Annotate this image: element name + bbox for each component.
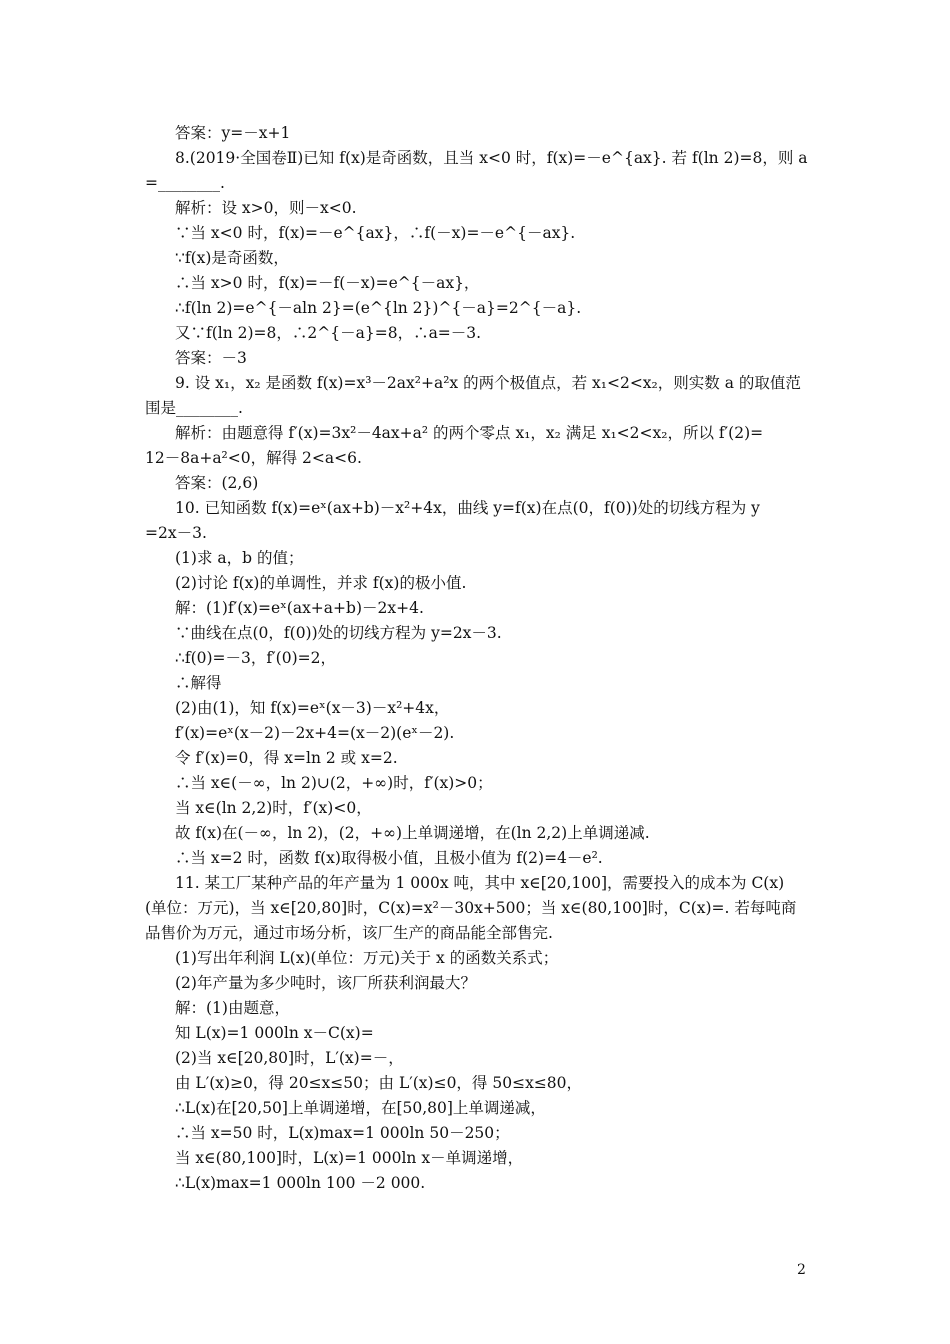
text-line: (2)由(1)，知 f(x)=eˣ(x－3)－x²+4x， [175, 699, 450, 717]
text-line: 由 L′(x)≥0，得 20≤x≤50；由 L′(x)≤0，得 50≤x≤80， [175, 1074, 583, 1092]
text-line: ∵曲线在点(0，f(0))处的切线方程为 y=2x－3. [175, 624, 502, 642]
text-line: 答案：y=－x+1 [175, 124, 291, 142]
text-line: 当 x∈(80,100]时，L(x)=1 000ln x－单调递增， [175, 1149, 524, 1167]
text-line: (2)年产量为多少吨时，该厂所获利润最大？ [175, 974, 476, 992]
text-line: 解：(1)f′(x)=eˣ(ax+a+b)－2x+4. [175, 599, 424, 617]
text-line: 答案：(2,6) [175, 474, 259, 492]
text-line: 8.(2019·全国卷Ⅱ)已知 f(x)是奇函数，且当 x<0 时，f(x)=－e^{ax}. 若 f(ln 2)=8，则 a [175, 149, 808, 167]
text-line: 解析：设 x>0，则－x<0. [175, 199, 357, 217]
text-line: 答案：－3 [175, 349, 247, 367]
text-line: ∴当 x=2 时，函数 f(x)取得极小值，且极小值为 f(2)=4－e². [175, 849, 603, 867]
text-line: ∴f(ln 2)=e^{－aln 2}=(e^{ln 2})^{－a}=2^{－a}. [175, 299, 582, 317]
text-line: 品售价为万元，通过市场分析，该厂生产的商品能全部售完. [145, 924, 553, 942]
text-line: 解：(1)由题意， [175, 999, 290, 1017]
text-line: 10. 已知函数 f(x)=eˣ(ax+b)－x²+4x，曲线 y=f(x)在点(0，f(0))处的切线方程为 y [175, 499, 760, 517]
text-line: 解析：由题意得 f′(x)=3x²－4ax+a² 的两个零点 x₁，x₂ 满足 x₁<2<x₂，所以 f′(2)= [175, 424, 764, 442]
text-line: (2)讨论 f(x)的单调性，并求 f(x)的极小值. [175, 574, 467, 592]
text-line: ∴L(x)在[20,50]上单调递增，在[50,80]上单调递减， [175, 1099, 546, 1117]
text-line: ∴L(x)max=1 000ln 100 －2 000. [175, 1174, 426, 1192]
text-line: 围是________. [145, 399, 243, 417]
text-line: 当 x∈(ln 2,2)时，f′(x)<0， [175, 799, 372, 817]
page-number: 2 [797, 1262, 806, 1278]
text-line: ∴解得 [175, 674, 222, 692]
text-line: (2)当 x∈[20,80]时，L′(x)=－， [175, 1049, 404, 1067]
text-line: ∴当 x∈(－∞，ln 2)∪(2，+∞)时，f′(x)>0； [175, 774, 493, 792]
text-line: ∴当 x=50 时，L(x)max=1 000ln 50－250； [175, 1124, 510, 1142]
text-line: 知 L(x)=1 000ln x－C(x)= [175, 1024, 374, 1042]
text-line: 12－8a+a²<0，解得 2<a<6. [145, 449, 362, 467]
text-line: (单位：万元)，当 x∈[20,80]时，C(x)=x²－30x+500；当 x∈(80,100]时，C(x)=. 若每吨商 [145, 899, 797, 917]
text-line: ∴当 x>0 时，f(x)=－f(－x)=e^{－ax}， [175, 274, 480, 292]
text-line: 令 f′(x)=0，得 x=ln 2 或 x=2. [175, 749, 398, 767]
text-line: 故 f(x)在(－∞，ln 2)，(2，+∞)上单调递增，在(ln 2,2)上单调递减. [175, 824, 650, 842]
text-line: f′(x)=eˣ(x－2)－2x+4=(x－2)(eˣ－2). [175, 724, 455, 742]
text-line: =________. [145, 174, 225, 192]
text-line: ∵f(x)是奇函数， [175, 249, 289, 267]
text-line: 又∵f(ln 2)=8，∴2^{－a}=8，∴a=－3. [175, 324, 482, 342]
text-line: (1)求 a，b 的值； [175, 549, 304, 567]
text-line: 11. 某工厂某种产品的年产量为 1 000x 吨，其中 x∈[20,100]，需要投入的成本为 C(x) [175, 874, 785, 892]
text-line: =2x－3. [145, 524, 207, 542]
text-line: ∵当 x<0 时，f(x)=－e^{ax}，∴f(－x)=－e^{－ax}. [175, 224, 576, 242]
text-line: (1)写出年利润 L(x)(单位：万元)关于 x 的函数关系式； [175, 949, 559, 967]
text-line: 9. 设 x₁，x₂ 是函数 f(x)=x³－2ax²+a²x 的两个极值点，若 x₁<2<x₂，则实数 a 的取值范 [175, 374, 801, 392]
text-line: ∴f(0)=－3，f′(0)=2， [175, 649, 336, 667]
